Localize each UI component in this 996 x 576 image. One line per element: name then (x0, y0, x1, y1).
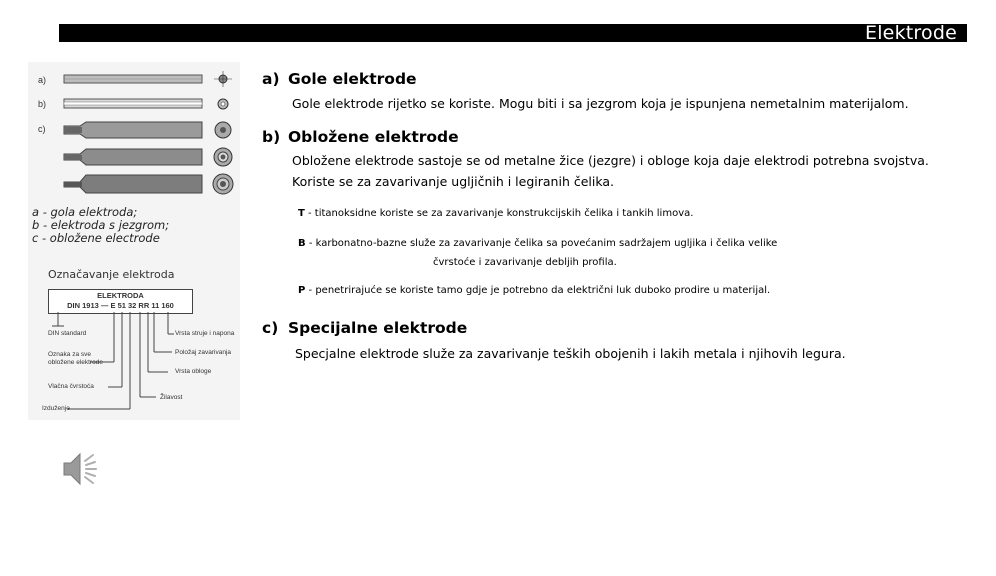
marking-box-code: DIN 1913 — E 51 32 RR 11 160 (67, 301, 174, 310)
legend-item-a: a - gola elektroda; (32, 205, 138, 219)
section-a-text: Gole elektrode rijetko se koriste. Mogu biti i sa jezgrom koja je ispunjena nemetalnim materijalom. (292, 96, 909, 111)
row-label-a: a) (38, 75, 47, 85)
marking-box (48, 289, 193, 314)
annotation-din-standard: DIN standard (48, 330, 87, 337)
marking-box-title: ELEKTRODA (97, 291, 144, 300)
section-a-title: Gole elektrode (288, 70, 417, 88)
coated-electrode-drawing-3 (64, 174, 233, 194)
annotation-izduzenje: Izduženje (42, 405, 70, 412)
annotation-polozaj: Položaj zavarivanja (175, 349, 232, 356)
section-b-heading (262, 128, 459, 146)
type-t-text: - titanoksidne koriste se za zavarivanje konstrukcijskih čelika i tankih limova. (308, 208, 694, 219)
section-b-letter: b) (262, 128, 281, 146)
type-b-line (298, 237, 777, 250)
section-c-text: Specjalne elektrode služe za zavarivanje teških obojenih i lakih metala i njihovih legura. (295, 346, 846, 361)
legend-item-c: c - obložene electrode (32, 231, 160, 245)
annotation-vlacna: Vlačna čvrstoća (48, 383, 94, 390)
row-label-c: c) (38, 124, 46, 134)
title-bar (59, 24, 967, 42)
marking-title: Označavanje elektroda (48, 268, 175, 281)
section-a-heading (262, 70, 417, 88)
page-title: Elektrode (865, 22, 957, 44)
section-c-letter: c) (262, 319, 279, 337)
row-label-b: b) (38, 99, 47, 109)
type-t-line (298, 207, 693, 220)
type-b-key: B (298, 238, 306, 249)
electrode-figure (28, 62, 240, 420)
figure-legend (32, 206, 169, 245)
type-t-key: T (298, 208, 305, 219)
type-b-text-2: čvrstoće i zavarivanje debljih profila. (433, 257, 617, 268)
legend-item-b: b - elektroda s jezgrom; (32, 218, 170, 232)
type-p-key: P (298, 285, 306, 296)
annotation-vrsta-obloge: Vrsta obloge (175, 368, 212, 375)
annotation-zilavost: Žilavost (160, 394, 183, 401)
cored-electrode-drawing (64, 99, 228, 109)
section-b-text-1: Obložene elektrode sastoje se od metalne žice (jezgre) i obloge koja daje elektrodi potrebna svojstva. (292, 153, 929, 168)
section-c-title: Specijalne elektrode (288, 319, 468, 337)
coated-electrode-drawing-1 (64, 122, 231, 138)
type-p-line (298, 284, 770, 297)
section-b-title: Obložene elektrode (288, 128, 459, 146)
bare-electrode-drawing (64, 71, 232, 87)
annotation-oznaka-2: obložene elektrode (48, 359, 103, 366)
section-c-heading (262, 319, 467, 337)
coated-electrode-drawing-2 (64, 148, 232, 166)
annotation-vrsta-struje: Vrsta struje i napona (175, 330, 235, 337)
electrode-drawings (28, 62, 240, 202)
type-b-text-1: - karbonatno-bazne služe za zavarivanje čelika sa povećanim sadržajem ugljika i čelika velike (308, 238, 778, 249)
speaker-icon[interactable] (60, 449, 100, 489)
type-p-text: - penetrirajuće se koriste tamo gdje je potrebno da električni luk duboko prodire u materijal. (308, 285, 771, 296)
section-a-letter: a) (262, 70, 280, 88)
section-b-text-2: Koriste se za zavarivanje ugljičnih i legiranih čelika. (292, 174, 614, 189)
annotation-oznaka-1: Oznaka za sve (48, 351, 91, 358)
